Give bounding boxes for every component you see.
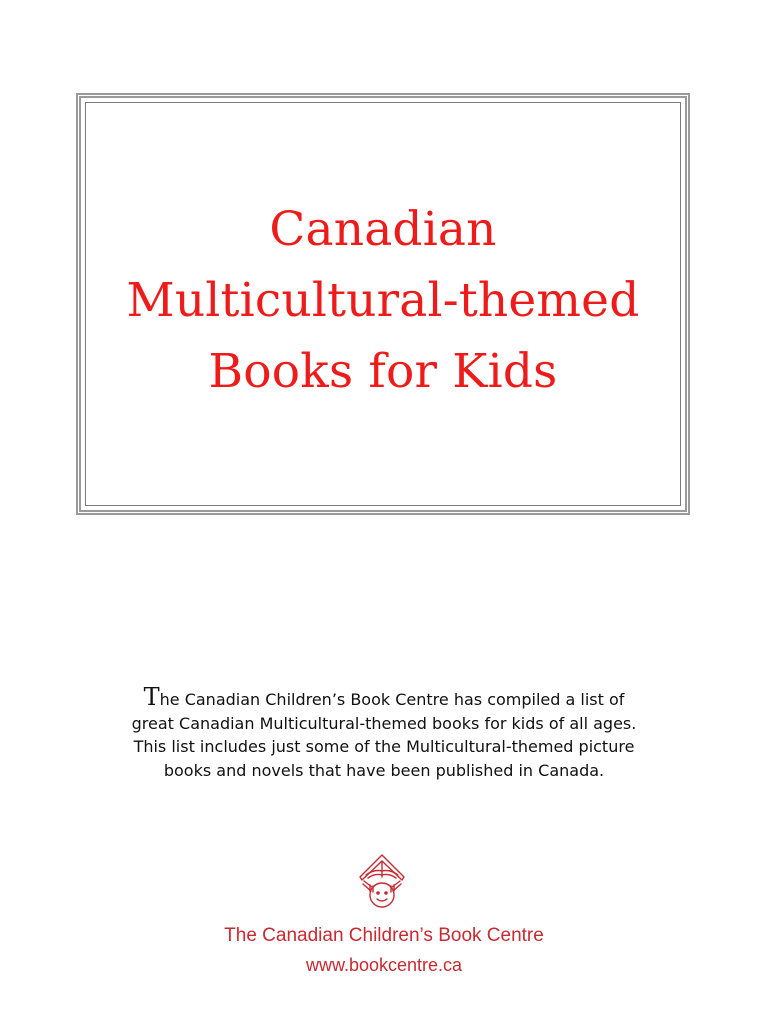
intro-line-1-text: he Canadian Children’s Book Centre has compiled a list of xyxy=(159,690,625,709)
intro-paragraph xyxy=(80,683,688,782)
title-line-1: Canadian xyxy=(269,202,497,257)
intro-line-1 xyxy=(80,683,688,712)
title-line-2: Multicultural-themed xyxy=(126,273,640,328)
page-title xyxy=(81,194,685,407)
intro-line-3: This list includes just some of the Multicultural-themed picture xyxy=(133,737,635,756)
drop-cap: T xyxy=(143,683,160,711)
org-url-link[interactable]: www.bookcentre.ca xyxy=(305,955,463,975)
open-book-reader-icon xyxy=(348,847,416,917)
org-name: The Canadian Children’s Book Centre xyxy=(224,925,544,946)
title-line-3: Books for Kids xyxy=(208,344,558,399)
intro-line-2: great Canadian Multicultural-themed books for kids of all ages. xyxy=(131,713,637,733)
intro-line-4: books and novels that have been published in Canada. xyxy=(163,760,605,780)
title-frame xyxy=(76,93,690,515)
